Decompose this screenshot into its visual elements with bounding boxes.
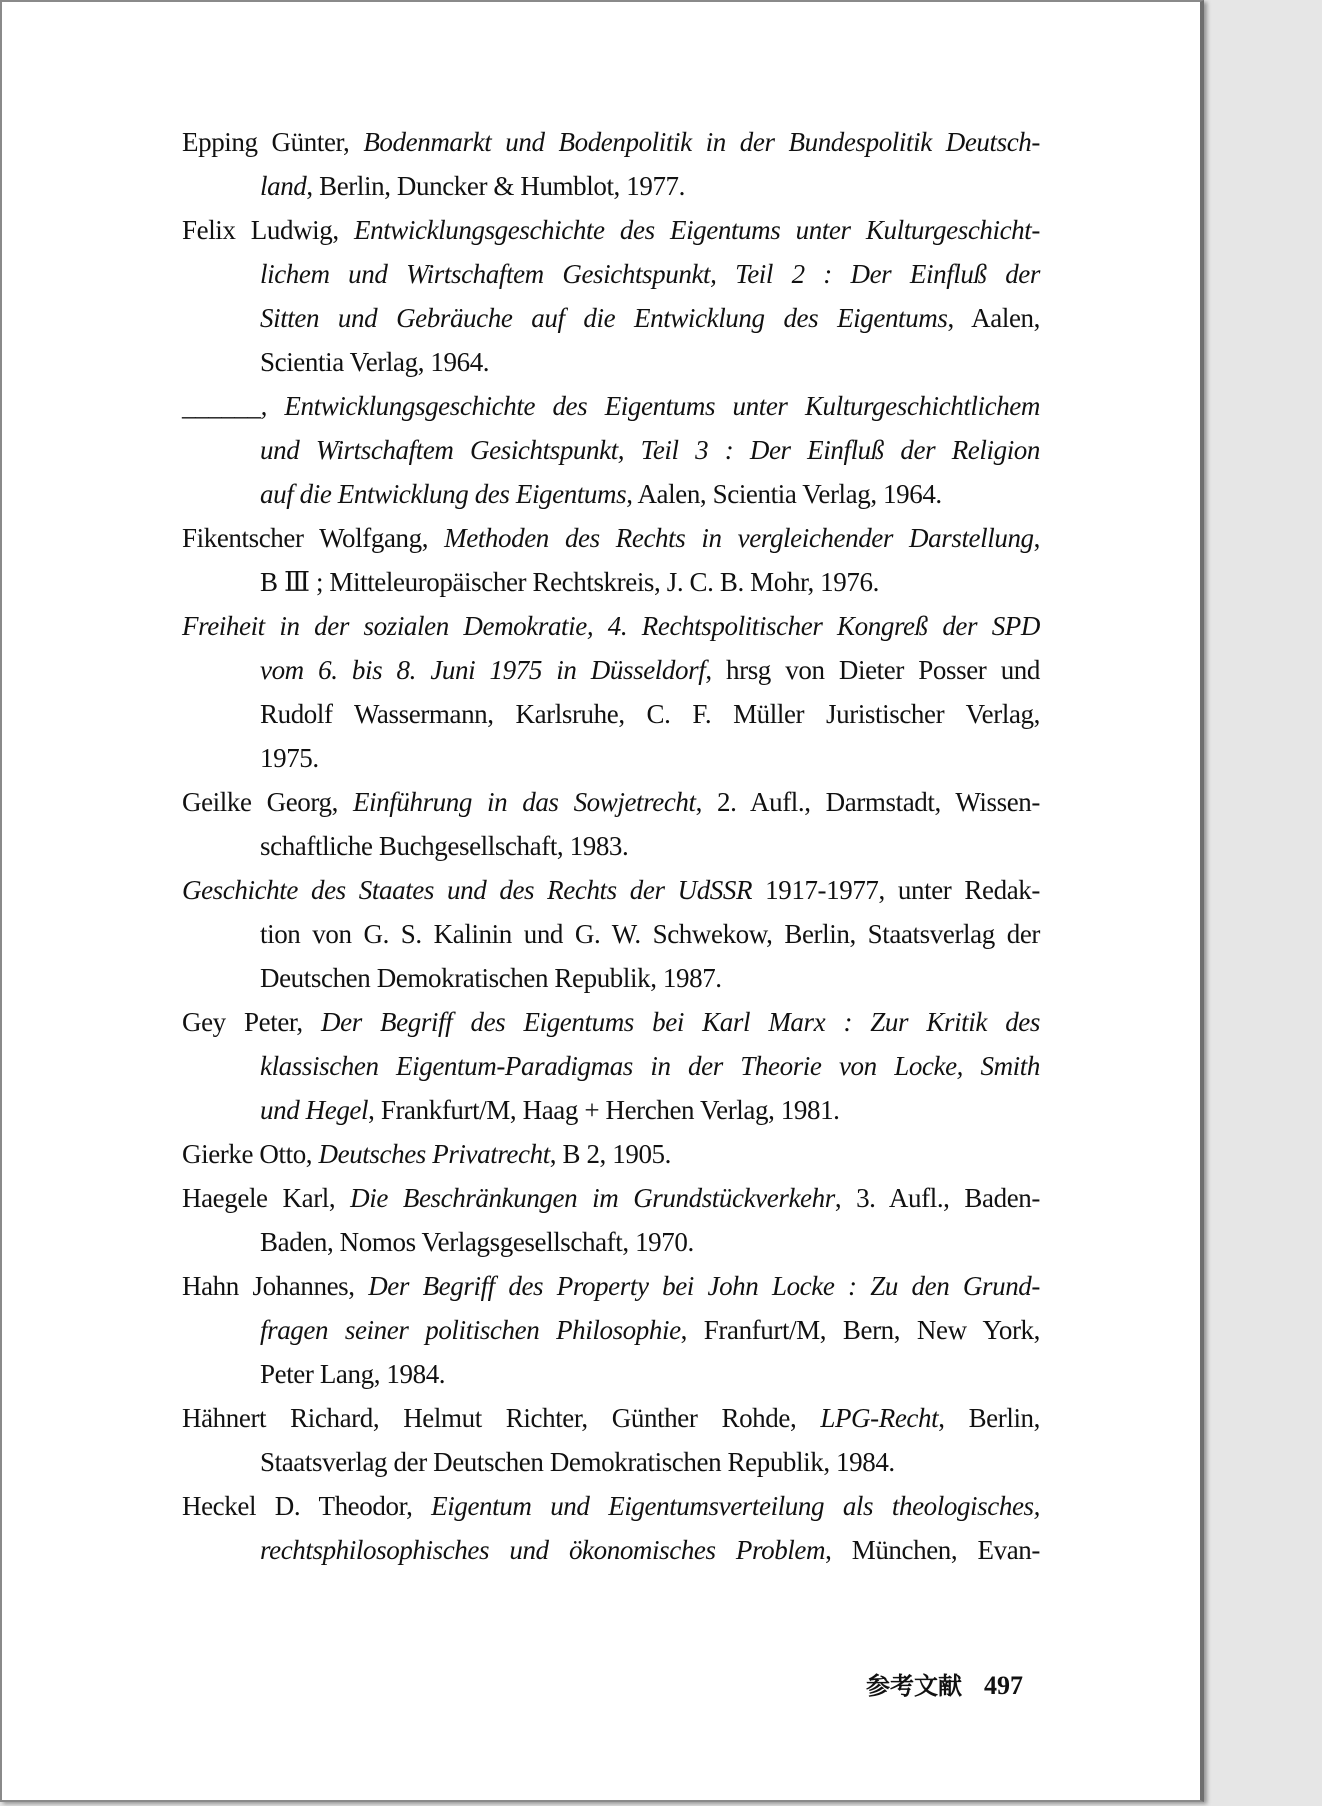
citation-text: Gey Peter,	[182, 1007, 322, 1037]
entry-line	[260, 252, 1040, 296]
citation-text: , B 2, 1905.	[549, 1139, 672, 1169]
entry-line	[260, 1044, 1040, 1088]
citation-text: Scientia Verlag, 1964.	[260, 347, 490, 377]
citation-text: Geilke Georg,	[182, 787, 353, 817]
bibliography-entry	[182, 780, 1040, 868]
citation-text: Heckel D. Theodor,	[182, 1491, 432, 1521]
citation-text: Peter Lang, 1984.	[260, 1359, 446, 1389]
citation-text: , Berlin, Duncker & Humblot, 1977.	[306, 171, 686, 201]
bibliography-entry	[182, 1000, 1040, 1132]
citation-text: Deutschen Demokratischen Republik, 1987.	[260, 963, 722, 993]
bibliography-entry	[182, 604, 1040, 780]
entry-line	[260, 340, 1040, 384]
citation-text: ______	[182, 391, 261, 421]
citation-text: 1917-1977, unter Redak-	[752, 875, 1040, 905]
entry-line	[260, 956, 1040, 1000]
running-title: 参考文献	[866, 1672, 962, 1700]
citation-text: Hähnert Richard, Helmut Richter, Günther Rohde,	[182, 1403, 821, 1433]
citation-text: Gierke Otto,	[182, 1139, 319, 1169]
title-text: Sitten und Gebräuche auf die Entwicklung des Eigentums	[260, 303, 948, 333]
entry-line	[182, 1132, 1040, 1176]
entry-line	[260, 1352, 1040, 1396]
title-text: lichem und Wirtschaftem Gesichtspunkt, Teil 2 : Der Einfluß der	[260, 259, 1040, 289]
citation-text: Haegele Karl,	[182, 1183, 351, 1213]
title-text: Entwicklungsgeschichte des Eigentums unter Kulturgeschicht-	[354, 215, 1040, 245]
title-text: Einführung in das Sowjetrecht	[352, 787, 696, 817]
title-text: land	[260, 171, 307, 201]
title-text: Eigentum und Eigentumsverteilung als theologisches,	[431, 1491, 1040, 1521]
entry-line	[182, 1264, 1040, 1308]
bibliography-entry	[182, 120, 1040, 208]
citation-text: Hahn Johannes,	[182, 1271, 369, 1301]
bibliography-entry	[182, 208, 1040, 384]
title-text: LPG-Recht	[820, 1403, 939, 1433]
page-footer	[866, 1666, 1023, 1701]
citation-text: , Berlin,	[938, 1403, 1041, 1433]
title-text: rechtsphilosophisches und ökonomisches Problem	[260, 1535, 826, 1565]
entry-line	[182, 516, 1040, 560]
citation-text: , hrsg von Dieter Posser und	[705, 655, 1041, 685]
entry-line	[260, 912, 1040, 956]
entry-line	[260, 1220, 1040, 1264]
entry-line	[260, 736, 1040, 780]
bibliography-entry	[182, 1484, 1040, 1572]
entry-line	[182, 604, 1040, 648]
title-text: Der Begriff des Property bei John Locke : Zu den Grund-	[368, 1271, 1040, 1301]
entry-line	[182, 1000, 1040, 1044]
entry-line	[182, 1484, 1040, 1528]
entry-line	[260, 164, 1040, 208]
title-text: Freiheit in der sozialen Demokratie, 4. Rechtspolitischer Kongreß der SPD	[182, 611, 1040, 641]
entry-line	[182, 120, 1040, 164]
entry-line	[260, 560, 1040, 604]
bibliography-entry	[182, 384, 1040, 516]
citation-text: Baden, Nomos Verlagsgesellschaft, 1970.	[260, 1227, 694, 1257]
entry-line	[260, 692, 1040, 736]
entry-line	[260, 1308, 1040, 1352]
bibliography-entry	[182, 1396, 1040, 1484]
citation-text: , Aalen, Scientia Verlag, 1964.	[626, 479, 942, 509]
title-text: Die Beschränkungen im Grundstückverkehr	[350, 1183, 835, 1213]
title-text: vom 6. bis 8. Juni 1975 in Düsseldorf	[260, 655, 706, 685]
title-text: Bodenmarkt und Bodenpolitik in der Bundespolitik Deutsch-	[363, 127, 1040, 157]
citation-text: 1975.	[260, 743, 319, 773]
citation-text: , München, Evan-	[825, 1535, 1040, 1565]
bibliography-entry	[182, 1264, 1040, 1396]
title-text: und Wirtschaftem Gesichtspunkt, Teil 3 : Der Einfluß der Religion	[260, 435, 1040, 465]
title-text: Der Begriff des Eigentums bei Karl Marx : Zur Kritik des	[321, 1007, 1040, 1037]
entry-line	[182, 208, 1040, 252]
citation-text: , Aalen,	[947, 303, 1040, 333]
citation-text: ,	[1033, 523, 1040, 553]
entry-line	[182, 1176, 1040, 1220]
entry-line	[260, 824, 1040, 868]
bibliography-list	[182, 120, 1040, 1572]
bibliography-entry	[182, 516, 1040, 604]
citation-text: Epping Günter,	[182, 127, 364, 157]
entry-line	[182, 1396, 1040, 1440]
title-text: Deutsches Privatrecht	[318, 1139, 550, 1169]
citation-text: schaftliche Buchgesellschaft, 1983.	[260, 831, 629, 861]
citation-text: , 2. Aufl., Darmstadt, Wissen-	[695, 787, 1040, 817]
entry-line	[182, 384, 1040, 428]
bibliography-entry	[182, 868, 1040, 1000]
entry-line	[260, 428, 1040, 472]
entry-line	[260, 296, 1040, 340]
title-text: klassischen Eigentum-Paradigmas in der Theorie von Locke, Smith	[260, 1051, 1040, 1081]
bibliography-entry	[182, 1132, 1040, 1176]
citation-text: Fikentscher Wolfgang,	[182, 523, 445, 553]
title-text: Geschichte des Staates und des Rechts der UdSSR	[182, 875, 753, 905]
citation-text: Felix Ludwig,	[182, 215, 354, 245]
citation-text: tion von G. S. Kalinin und G. W. Schwekow, Berlin, Staatsverlag der	[260, 919, 1040, 949]
title-text: , Entwicklungsgeschichte des Eigentums unter Kulturgeschichtlichem	[260, 391, 1040, 421]
entry-line	[260, 648, 1040, 692]
entry-line	[260, 472, 1040, 516]
title-text: Methoden des Rechts in vergleichender Darstellung	[444, 523, 1034, 553]
citation-text: B Ⅲ ; Mitteleuropäischer Rechtskreis, J. C. B. Mohr, 1976.	[260, 567, 879, 597]
bibliography-entry	[182, 1176, 1040, 1264]
entry-line	[182, 780, 1040, 824]
entry-line	[182, 868, 1040, 912]
citation-text: , Franfurt/M, Bern, New York,	[680, 1315, 1040, 1345]
citation-text: , 3. Aufl., Baden-	[834, 1183, 1040, 1213]
title-text: fragen seiner politischen Philosophie	[260, 1315, 681, 1345]
entry-line	[260, 1088, 1040, 1132]
title-text: und Hegel	[260, 1095, 369, 1125]
citation-text: Staatsverlag der Deutschen Demokratischen Republik, 1984.	[260, 1447, 895, 1477]
citation-text: Rudolf Wassermann, Karlsruhe, C. F. Müller Juristischer Verlag,	[260, 699, 1040, 729]
entry-line	[260, 1440, 1040, 1484]
title-text: auf die Entwicklung des Eigentums	[260, 479, 627, 509]
entry-line	[260, 1528, 1040, 1572]
citation-text: , Frankfurt/M, Haag + Herchen Verlag, 1981.	[368, 1095, 840, 1125]
page-number: 497	[984, 1671, 1023, 1700]
